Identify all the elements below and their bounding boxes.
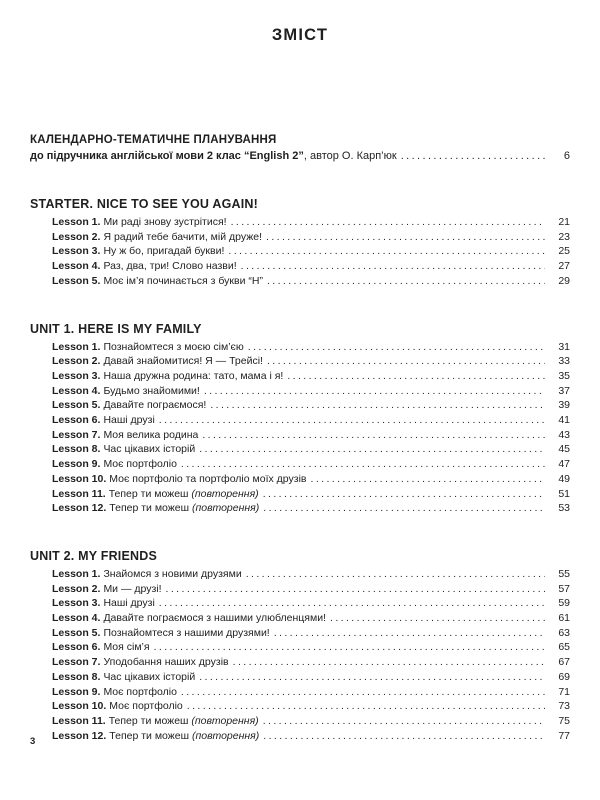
lesson-title: Познайомтеся з нашими друзями! xyxy=(103,626,270,639)
toc-sections xyxy=(0,197,600,743)
lesson-text xyxy=(52,384,200,399)
lesson-label: Lesson 10. xyxy=(52,700,107,713)
dot-leader xyxy=(210,398,545,413)
lesson-text xyxy=(52,596,155,611)
dot-leader xyxy=(159,413,545,428)
lesson-row xyxy=(52,354,570,369)
lesson-label: Lesson 8. xyxy=(52,670,101,683)
lesson-row xyxy=(52,640,570,655)
lesson-page-number: 49 xyxy=(558,472,570,485)
dot-leader xyxy=(267,274,545,289)
lesson-title: Раз, два, три! Слово назви! xyxy=(103,260,237,273)
lesson-text xyxy=(52,487,259,502)
lesson-label: Lesson 12. xyxy=(52,729,107,742)
dot-leader xyxy=(181,457,545,472)
lesson-row xyxy=(52,413,570,428)
toc-section xyxy=(30,549,570,743)
lesson-row xyxy=(52,501,570,516)
lesson-label: Lesson 8. xyxy=(52,443,101,456)
lesson-text xyxy=(52,244,224,259)
lesson-page-number: 37 xyxy=(558,384,570,397)
lesson-title: Моя велика родина xyxy=(103,428,199,441)
dot-leader xyxy=(204,384,545,399)
lesson-label: Lesson 3. xyxy=(52,597,101,610)
lesson-text xyxy=(52,340,244,355)
lesson-label: Lesson 5. xyxy=(52,399,101,412)
lesson-page-number: 67 xyxy=(558,656,570,669)
lesson-row xyxy=(52,442,570,457)
dot-leader xyxy=(199,670,545,685)
lesson-title: Тепер ти можеш xyxy=(108,714,192,727)
lesson-label: Lesson 2. xyxy=(52,230,101,243)
dot-leader xyxy=(248,340,545,355)
lesson-title: Наші друзі xyxy=(103,597,155,610)
lesson-row xyxy=(52,369,570,384)
lesson-title: Моє портфоліо xyxy=(109,700,183,713)
lesson-page-number: 47 xyxy=(558,458,570,471)
lesson-page-number: 57 xyxy=(558,582,570,595)
lesson-title: Ми раді знову зустрітися! xyxy=(103,216,227,228)
dot-leader xyxy=(231,215,545,230)
lesson-row xyxy=(52,457,570,472)
lesson-page-number: 75 xyxy=(558,714,570,727)
dot-leader xyxy=(154,640,545,655)
lesson-page-number: 51 xyxy=(558,487,570,500)
page-number-footer: 3 xyxy=(30,736,36,747)
lesson-page-number: 33 xyxy=(558,355,570,368)
dot-leader xyxy=(330,611,545,626)
lesson-title: Уподобання наших друзів xyxy=(103,656,229,669)
calendar-subtitle-bold: до підручника англійської мови 2 клас “English 2” xyxy=(30,150,304,162)
lesson-title: Тепер ти можеш xyxy=(109,729,192,742)
lesson-title: Ми — друзі! xyxy=(103,582,162,595)
lesson-text xyxy=(52,611,326,626)
lesson-label: Lesson 5. xyxy=(52,626,101,639)
lesson-row xyxy=(52,670,570,685)
dot-leader xyxy=(311,472,546,487)
lesson-row xyxy=(52,611,570,626)
lesson-row xyxy=(52,428,570,443)
lesson-page-number: 65 xyxy=(558,641,570,654)
lesson-row xyxy=(52,472,570,487)
lesson-page-number: 53 xyxy=(558,502,570,515)
lesson-label: Lesson 4. xyxy=(52,612,101,625)
lesson-row xyxy=(52,714,570,729)
dot-leader xyxy=(401,148,545,164)
lesson-text xyxy=(52,354,263,369)
calendar-page-number: 6 xyxy=(563,150,570,162)
lesson-row xyxy=(52,487,570,502)
lesson-title-italic: (повторення) xyxy=(191,502,260,515)
lesson-page-number: 63 xyxy=(558,626,570,639)
dot-leader xyxy=(263,487,545,502)
lesson-label: Lesson 1. xyxy=(52,340,101,353)
lesson-text xyxy=(52,626,270,641)
lesson-row xyxy=(52,274,570,289)
lesson-title: Моє портфоліо xyxy=(103,685,177,698)
lesson-title: Давайте пограємося з нашими улюбленцями! xyxy=(103,612,326,625)
lesson-text xyxy=(52,457,177,472)
lesson-title: Наша дружна родина: тато, мама і я! xyxy=(103,369,284,382)
lesson-title-italic: (повторення) xyxy=(191,487,259,500)
lesson-row xyxy=(52,259,570,274)
lesson-page-number: 55 xyxy=(558,567,570,580)
calendar-subtitle xyxy=(30,148,397,164)
lesson-list xyxy=(52,215,570,289)
lesson-page-number: 59 xyxy=(558,597,570,610)
lesson-text xyxy=(52,215,227,230)
lesson-label: Lesson 9. xyxy=(52,685,101,698)
lesson-row xyxy=(52,626,570,641)
lesson-row xyxy=(52,398,570,413)
lesson-row xyxy=(52,230,570,245)
lesson-label: Lesson 7. xyxy=(52,656,101,669)
lesson-label: Lesson 11. xyxy=(52,487,106,500)
lesson-page-number: 77 xyxy=(558,729,570,742)
calendar-block xyxy=(30,133,570,164)
lesson-text xyxy=(52,582,162,597)
lesson-title: Познайомтеся з моєю сім’єю xyxy=(103,340,244,353)
lesson-row xyxy=(52,384,570,399)
lesson-text xyxy=(52,413,155,428)
toc-section xyxy=(30,322,570,516)
dot-leader xyxy=(187,699,545,714)
lesson-row xyxy=(52,567,570,582)
dot-leader xyxy=(274,626,545,641)
lesson-page-number: 27 xyxy=(558,260,570,273)
lesson-label: Lesson 6. xyxy=(52,414,101,427)
lesson-row xyxy=(52,215,570,230)
lesson-label: Lesson 7. xyxy=(52,428,101,441)
lesson-text xyxy=(52,714,259,729)
lesson-title: Давайте пограємося! xyxy=(103,399,207,412)
lesson-text xyxy=(52,472,307,487)
lesson-label: Lesson 10. xyxy=(52,472,107,485)
lesson-row xyxy=(52,582,570,597)
lesson-row xyxy=(52,596,570,611)
lesson-label: Lesson 4. xyxy=(52,260,101,273)
lesson-page-number: 71 xyxy=(558,685,570,698)
dot-leader xyxy=(233,655,545,670)
lesson-text xyxy=(52,274,263,289)
lesson-text xyxy=(52,670,195,685)
lesson-page-number: 29 xyxy=(558,274,570,287)
lesson-label: Lesson 3. xyxy=(52,245,101,258)
lesson-text xyxy=(52,685,177,700)
lesson-page-number: 41 xyxy=(558,414,570,427)
lesson-page-number: 23 xyxy=(558,230,570,243)
lesson-label: Lesson 6. xyxy=(52,641,101,654)
lesson-row xyxy=(52,340,570,355)
dot-leader xyxy=(166,582,545,597)
dot-leader xyxy=(266,230,545,245)
lesson-text xyxy=(52,567,242,582)
lesson-title: Будьмо знайомими! xyxy=(103,384,200,397)
dot-leader xyxy=(159,596,545,611)
lesson-text xyxy=(52,699,183,714)
lesson-row xyxy=(52,729,570,744)
dot-leader xyxy=(199,442,545,457)
lesson-label: Lesson 2. xyxy=(52,355,101,368)
lesson-row xyxy=(52,655,570,670)
lesson-label: Lesson 11. xyxy=(52,714,106,727)
lesson-page-number: 43 xyxy=(558,428,570,441)
dot-leader xyxy=(263,501,545,516)
dot-leader xyxy=(228,244,545,259)
lesson-page-number: 45 xyxy=(558,443,570,456)
lesson-row xyxy=(52,699,570,714)
lesson-label: Lesson 3. xyxy=(52,369,101,382)
section-heading: UNIT 2. MY FRIENDS xyxy=(30,548,157,563)
lesson-text xyxy=(52,230,262,245)
lesson-label: Lesson 2. xyxy=(52,582,101,595)
dot-leader xyxy=(267,354,545,369)
lesson-text xyxy=(52,428,198,443)
lesson-title: Знайомся з новими друзями xyxy=(103,567,242,580)
dot-leader xyxy=(246,567,545,582)
dot-leader xyxy=(263,729,545,744)
lesson-title: Моє ім’я починається з букви “Н” xyxy=(103,274,263,287)
lesson-label: Lesson 1. xyxy=(52,216,101,228)
lesson-text xyxy=(52,442,195,457)
calendar-row xyxy=(30,148,570,164)
section-heading: UNIT 1. HERE IS MY FAMILY xyxy=(30,321,202,336)
toc-section xyxy=(30,197,570,289)
dot-leader xyxy=(181,685,545,700)
lesson-list xyxy=(52,340,570,516)
lesson-page-number: 69 xyxy=(558,670,570,683)
dot-leader xyxy=(202,428,545,443)
lesson-text xyxy=(52,369,283,384)
lesson-text xyxy=(52,501,259,516)
lesson-title: Тепер ти можеш xyxy=(109,502,192,515)
lesson-row xyxy=(52,685,570,700)
lesson-title: Час цікавих історій xyxy=(103,443,196,456)
lesson-title: Тепер ти можеш xyxy=(108,487,192,500)
lesson-title-italic: (повторення) xyxy=(191,714,259,727)
lesson-title: Моє портфоліо та портфоліо моїх друзів xyxy=(109,472,307,485)
section-heading: STARTER. NICE TO SEE YOU AGAIN! xyxy=(30,197,258,211)
lesson-page-number: 25 xyxy=(558,245,570,258)
lesson-label: Lesson 12. xyxy=(52,502,107,515)
lesson-label: Lesson 4. xyxy=(52,384,101,397)
lesson-page-number: 73 xyxy=(558,700,570,713)
lesson-title: Давай знайомитися! Я — Трейсі! xyxy=(103,355,263,368)
calendar-subtitle-regular: , автор О. Карп’юк xyxy=(303,150,397,162)
dot-leader xyxy=(287,369,545,384)
lesson-page-number: 31 xyxy=(558,340,570,353)
page-title: ЗМІСТ xyxy=(271,26,329,44)
lesson-list xyxy=(52,567,570,743)
lesson-text xyxy=(52,259,237,274)
lesson-text xyxy=(52,640,150,655)
lesson-page-number: 61 xyxy=(558,612,570,625)
lesson-label: Lesson 5. xyxy=(52,274,101,287)
dot-leader xyxy=(241,259,545,274)
lesson-title: Моє портфоліо xyxy=(103,458,177,471)
lesson-title-italic: (повторення) xyxy=(191,729,260,742)
lesson-title: Я радий тебе бачити, мій друже! xyxy=(103,230,263,243)
lesson-label: Lesson 1. xyxy=(52,567,101,580)
lesson-title: Наші друзі xyxy=(103,414,155,427)
lesson-text xyxy=(52,398,206,413)
lesson-title: Ну ж бо, пригадай букви! xyxy=(103,245,225,258)
lesson-row xyxy=(52,244,570,259)
dot-leader xyxy=(263,714,545,729)
lesson-title: Час цікавих історій xyxy=(103,670,196,683)
lesson-page-number: 35 xyxy=(558,369,570,382)
lesson-text xyxy=(52,729,259,744)
lesson-title: Моя сім’я xyxy=(103,641,150,654)
lesson-page-number: 39 xyxy=(558,399,570,412)
lesson-text xyxy=(52,655,229,670)
lesson-label: Lesson 9. xyxy=(52,458,101,471)
lesson-page-number: 21 xyxy=(558,216,570,228)
calendar-heading: КАЛЕНДАРНО-ТЕМАТИЧНЕ ПЛАНУВАННЯ xyxy=(30,134,277,146)
